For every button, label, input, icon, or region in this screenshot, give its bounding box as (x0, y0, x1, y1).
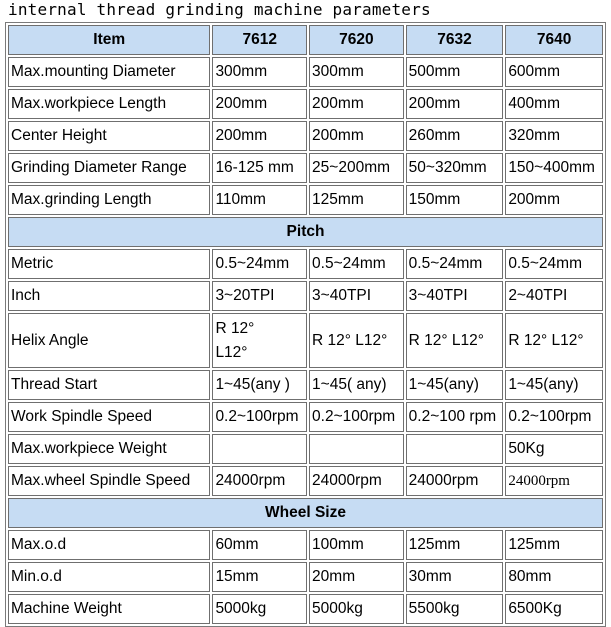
table-cell: 200mm (406, 89, 504, 119)
header-model: 7612 (212, 25, 307, 55)
table-cell: 125mm (406, 530, 504, 560)
row-label: Inch (8, 281, 210, 311)
table-cell: 24000rpm (309, 466, 404, 496)
table-cell: 3~40TPI (406, 281, 504, 311)
section-header-row (8, 217, 603, 247)
table-row (8, 57, 603, 87)
table-row (8, 185, 603, 215)
table-cell: 400mm (505, 89, 603, 119)
table-cell: R 12° L12° (505, 313, 603, 368)
table-cell: 30mm (406, 562, 504, 592)
table-cell: 200mm (212, 121, 307, 151)
page-title: internal thread grinding machine parameters (8, 0, 431, 19)
table-cell: 0.5~24mm (505, 249, 603, 279)
row-label: Max.wheel Spindle Speed (8, 466, 210, 496)
parameters-table (5, 22, 606, 627)
table-cell: 5000kg (212, 594, 307, 624)
table-cell: 1~45( any) (309, 370, 404, 400)
table-cell: 1~45(any) (406, 370, 504, 400)
table-cell: 50Kg (505, 434, 603, 464)
table-row (8, 562, 603, 592)
table-cell: R 12° L12° (309, 313, 404, 368)
table-cell (309, 434, 404, 464)
table-cell: 16-125 mm (212, 153, 307, 183)
table-cell: 125mm (309, 185, 404, 215)
table-row (8, 530, 603, 560)
row-label: Center Height (8, 121, 210, 151)
table-cell: 0.5~24mm (406, 249, 504, 279)
table-cell: 3~40TPI (309, 281, 404, 311)
table-row (8, 466, 603, 496)
table-cell: 200mm (505, 185, 603, 215)
table-cell: 25~200mm (309, 153, 404, 183)
row-label: Max.mounting Diameter (8, 57, 210, 87)
table-cell: 60mm (212, 530, 307, 560)
table-cell: 150~400mm (505, 153, 603, 183)
table-row (8, 370, 603, 400)
table-cell: 200mm (212, 89, 307, 119)
table-cell: 3~20TPI (212, 281, 307, 311)
row-label: Thread Start (8, 370, 210, 400)
table-cell: 1~45(any) (505, 370, 603, 400)
table-cell: 0.2~100rpm (505, 402, 603, 432)
row-label: Max.o.d (8, 530, 210, 560)
row-label: Max.grinding Length (8, 185, 210, 215)
row-label: Metric (8, 249, 210, 279)
header-model: 7620 (309, 25, 404, 55)
table-cell: 260mm (406, 121, 504, 151)
row-label: Min.o.d (8, 562, 210, 592)
table-row (8, 434, 603, 464)
table-row (8, 153, 603, 183)
table-cell (212, 313, 307, 368)
header-model: 7640 (505, 25, 603, 55)
table-cell: 0.2~100rpm (212, 402, 307, 432)
table-cell: 500mm (406, 57, 504, 87)
section-wheel-heading: Wheel Size (8, 498, 603, 528)
table-row (8, 281, 603, 311)
table-cell: 50~320mm (406, 153, 504, 183)
row-label: Helix Angle (8, 313, 210, 368)
table-cell: 0.2~100rpm (309, 402, 404, 432)
table-cell: 1~45(any ) (212, 370, 307, 400)
table-cell: 0.5~24mm (309, 249, 404, 279)
row-label: Work Spindle Speed (8, 402, 210, 432)
table-cell: 0.2~100 rpm (406, 402, 504, 432)
table-cell: 600mm (505, 57, 603, 87)
table-cell: 20mm (309, 562, 404, 592)
table-cell: 300mm (309, 57, 404, 87)
table-cell: 110mm (212, 185, 307, 215)
section-header-row (8, 498, 603, 528)
table-cell: 24000rpm (406, 466, 504, 496)
table-cell: 15mm (212, 562, 307, 592)
row-label: Grinding Diameter Range (8, 153, 210, 183)
table-row (8, 594, 603, 624)
table-cell: 200mm (309, 121, 404, 151)
table-row (8, 121, 603, 151)
table-cell: 5500kg (406, 594, 504, 624)
table-cell (406, 434, 504, 464)
row-label: Max.workpiece Weight (8, 434, 210, 464)
table-cell: 200mm (309, 89, 404, 119)
table-row (8, 89, 603, 119)
table-row (8, 249, 603, 279)
table-cell (212, 434, 307, 464)
table-row (8, 313, 603, 368)
section-pitch-heading: Pitch (8, 217, 603, 247)
table-cell: 5000kg (309, 594, 404, 624)
table-row (8, 402, 603, 432)
header-item: Item (8, 25, 210, 55)
table-cell: 24000rpm (212, 466, 307, 496)
row-label: Max.workpiece Length (8, 89, 210, 119)
table-cell: 2~40TPI (505, 281, 603, 311)
helix-line: R 12° (215, 319, 255, 337)
row-label: Machine Weight (8, 594, 210, 624)
table-cell: 80mm (505, 562, 603, 592)
table-cell: 6500Kg (505, 594, 603, 624)
helix-line: L12° (215, 343, 248, 361)
table-header-row (8, 25, 603, 55)
table-cell: 100mm (309, 530, 404, 560)
table-cell: 0.5~24mm (212, 249, 307, 279)
table-cell: 125mm (505, 530, 603, 560)
header-model: 7632 (406, 25, 504, 55)
table-cell: 24000rpm (505, 466, 603, 496)
table-cell: 320mm (505, 121, 603, 151)
table-cell: 150mm (406, 185, 504, 215)
table-cell: R 12° L12° (406, 313, 504, 368)
table-cell: 300mm (212, 57, 307, 87)
